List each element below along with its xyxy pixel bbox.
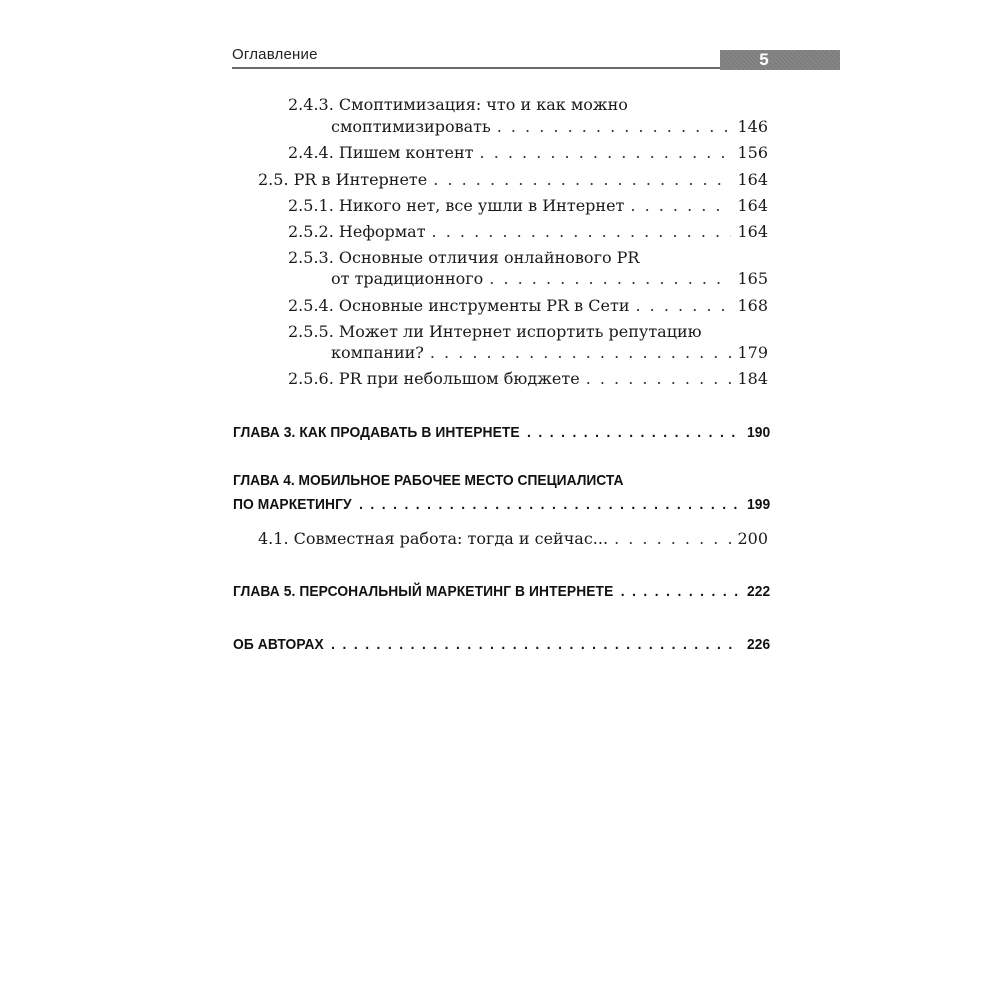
toc-entry-text: компании? <box>331 343 424 362</box>
dot-leader <box>614 529 731 548</box>
toc-entry-page: 156 <box>737 143 768 162</box>
toc-entry-number: 2.5.2. <box>288 222 334 241</box>
toc-entry-2-4-3-line1[interactable] <box>288 95 628 114</box>
toc-entry-number: 2.5.1. <box>288 196 334 215</box>
toc-entry-page: 164 <box>737 196 768 215</box>
toc-entry-page: 146 <box>737 117 768 136</box>
toc-entry-2-5-3-line2[interactable] <box>331 269 768 288</box>
running-header-title: Оглавление <box>232 46 318 63</box>
toc-entry-text: Совместная работа: тогда и сейчас... <box>293 529 609 548</box>
toc-entry-number: 2.5.5. <box>288 322 334 341</box>
toc-entry-2-5-5-line2[interactable] <box>331 343 768 362</box>
dot-leader <box>432 222 732 241</box>
toc-entry-number: 2.5.6. <box>288 369 334 388</box>
toc-entry-2-5-2[interactable] <box>288 222 768 241</box>
toc-entry-text: Неформат <box>338 222 426 241</box>
chapter-title: ПО МАРКЕТИНГУ <box>233 496 352 513</box>
toc-entry-2-4-3-line2[interactable] <box>331 117 768 136</box>
toc-entry-text: Может ли Интернет испортить репутацию <box>338 322 702 341</box>
toc-entry-2-5[interactable] <box>258 170 768 189</box>
toc-entry-page: 179 <box>737 343 768 362</box>
toc-entry-text: Основные инструменты PR в Сети <box>338 296 630 315</box>
toc-entry-number: 2.4.3. <box>288 95 334 114</box>
toc-entry-number: 2.5.3. <box>288 248 334 267</box>
toc-entry-2-5-5-line1[interactable] <box>288 322 702 341</box>
page-number: 5 <box>759 50 769 69</box>
dot-leader <box>359 496 740 513</box>
dot-leader <box>630 196 731 215</box>
chapter-title: ОБ АВТОРАХ <box>233 636 324 653</box>
dot-leader <box>527 424 740 441</box>
dot-leader <box>480 143 732 162</box>
toc-entry-page: 164 <box>737 170 768 189</box>
toc-entry-page: 164 <box>737 222 768 241</box>
page-number-badge <box>720 50 840 70</box>
dot-leader <box>433 170 731 189</box>
toc-chapter-4-line1[interactable]: ГЛАВА 4. МОБИЛЬНОЕ РАБОЧЕЕ МЕСТО СПЕЦИАЛИСТА <box>233 472 624 489</box>
toc-entry-text: Смоптимизация: что и как можно <box>338 95 628 114</box>
toc-entry-number: 2.5.4. <box>288 296 334 315</box>
toc-entry-text: от традиционного <box>331 269 484 288</box>
toc-entry-number: 2.4.4. <box>288 143 334 162</box>
dot-leader <box>497 117 732 136</box>
toc-entry-page: 168 <box>737 296 768 315</box>
dot-leader <box>621 583 740 600</box>
chapter-page: 222 <box>746 583 771 600</box>
toc-entry-2-5-1[interactable] <box>288 196 768 215</box>
dot-leader <box>586 369 732 388</box>
toc-chapter-3[interactable] <box>233 424 770 441</box>
toc-entry-2-4-4[interactable] <box>288 143 768 162</box>
toc-entry-page: 184 <box>737 369 768 388</box>
toc-entry-text: смоптимизировать <box>331 117 491 136</box>
header-rule <box>232 67 720 69</box>
toc-about-authors[interactable] <box>233 636 770 653</box>
chapter-page: 190 <box>746 424 771 441</box>
toc-entry-2-5-6[interactable] <box>288 369 768 388</box>
toc-entry-text: Пишем контент <box>338 143 474 162</box>
chapter-title: ГЛАВА 3. КАК ПРОДАВАТЬ В ИНТЕРНЕТЕ <box>233 424 520 441</box>
toc-entry-number: 2.5. <box>258 170 289 189</box>
dot-leader <box>331 636 739 653</box>
toc-entry-4-1[interactable] <box>258 529 768 548</box>
toc-entry-text: PR в Интернете <box>293 170 428 189</box>
toc-entry-2-5-3-line1[interactable] <box>288 248 639 267</box>
toc-entry-number: 4.1. <box>258 529 289 548</box>
dot-leader <box>489 269 731 288</box>
toc-entry-2-5-4[interactable] <box>288 296 768 315</box>
toc-entry-text: Никого нет, все ушли в Интернет <box>338 196 625 215</box>
toc-entry-text: PR при небольшом бюджете <box>338 369 580 388</box>
chapter-page: 199 <box>746 496 771 513</box>
toc-entry-text: Основные отличия онлайнового PR <box>338 248 640 267</box>
dot-leader <box>430 343 732 362</box>
chapter-title: ГЛАВА 5. ПЕРСОНАЛЬНЫЙ МАРКЕТИНГ В ИНТЕРНЕТЕ <box>233 583 614 600</box>
toc-chapter-5[interactable] <box>233 583 770 600</box>
chapter-page: 226 <box>746 636 771 653</box>
toc-entry-page: 200 <box>737 529 768 548</box>
dot-leader <box>636 296 732 315</box>
toc-entry-page: 165 <box>737 269 768 288</box>
toc-chapter-4-line2[interactable] <box>233 496 770 513</box>
